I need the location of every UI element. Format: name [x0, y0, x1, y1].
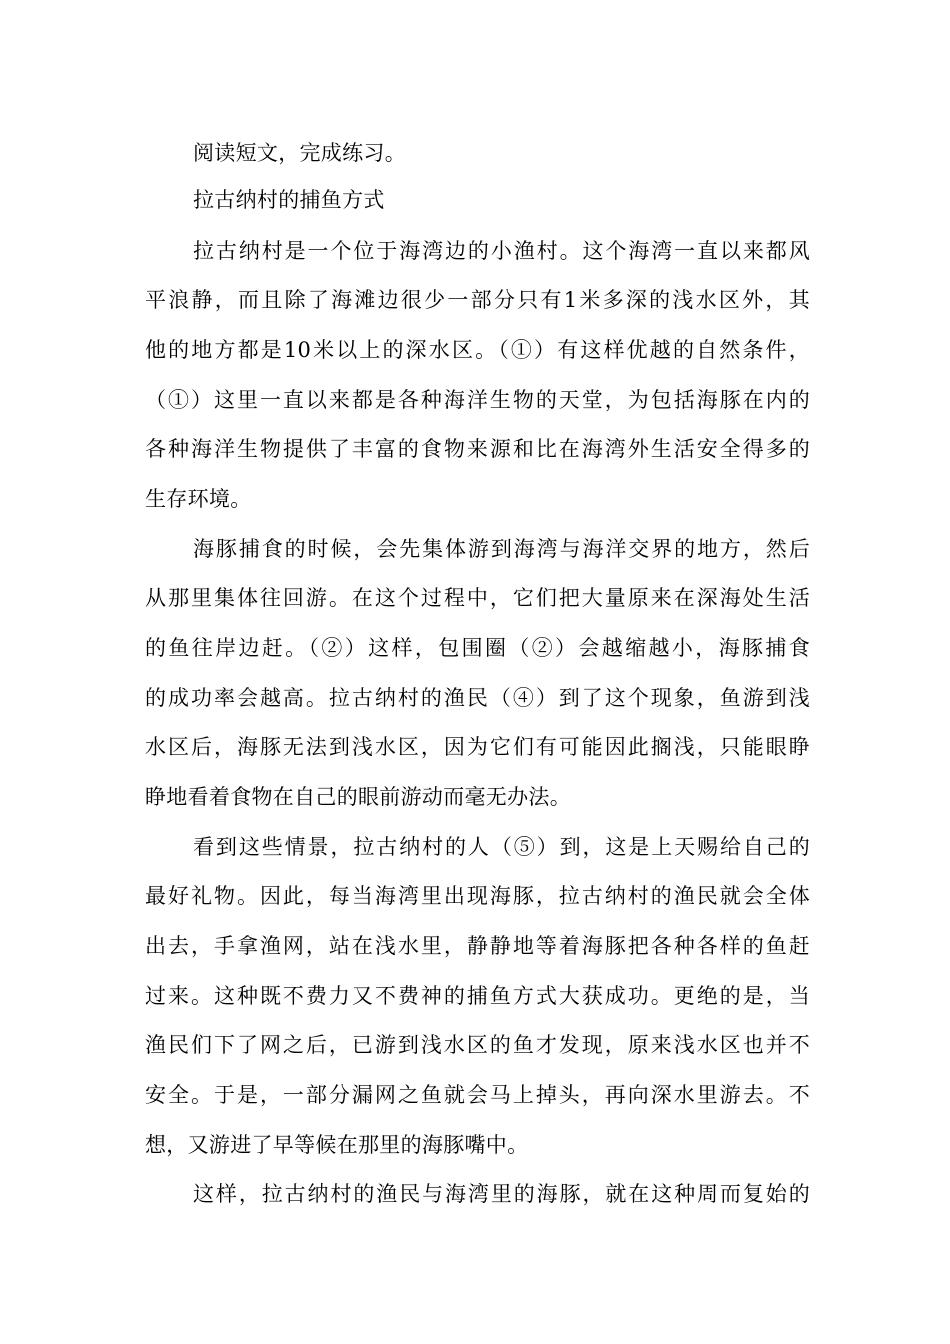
text-line: 他的地方都是10米以上的深水区。（①）有这样优越的自然条件， [145, 338, 810, 362]
text-line: 的成功率会越高。拉古纳村的渔民（④）到了这个现象，鱼游到浅 [145, 686, 810, 710]
text-line: 这样，拉古纳村的渔民与海湾里的海豚，就在这种周而复始的 [193, 1182, 810, 1206]
text-line: 拉古纳村是一个位于海湾边的小渔村。这个海湾一直以来都风 [193, 239, 810, 263]
text-line: 各种海洋生物提供了丰富的食物来源和比在海湾外生活安全得多的 [145, 437, 810, 461]
text-line: 水区后，海豚无法到浅水区，因为它们有可能因此搁浅，只能眼睁 [145, 735, 810, 759]
text-line: 从那里集体往回游。在这个过程中，它们把大量原来在深海处生活 [145, 586, 810, 610]
text-line: 睁地看着食物在自己的眼前游动而毫无办法。 [145, 785, 571, 809]
text-line: 渔民们下了网之后，已游到浅水区的鱼才发现，原来浅水区也并不 [145, 1033, 810, 1057]
text-line: 安全。于是，一部分漏网之鱼就会马上掉头，再向深水里游去。不 [145, 1083, 810, 1107]
text-line: 过来。这种既不费力又不费神的捕鱼方式大获成功。更绝的是，当 [145, 984, 810, 1008]
text-line: 出去，手拿渔网，站在浅水里，静静地等着海豚把各种各样的鱼赶 [145, 934, 810, 958]
text-line: 的鱼往岸边赶。（②）这样，包围圈（②）会越缩越小，海豚捕食 [145, 636, 810, 660]
text-line: （①）这里一直以来都是各种海洋生物的天堂，为包括海豚在内的 [145, 388, 810, 412]
text-line: 海豚捕食的时候，会先集体游到海湾与海洋交界的地方，然后 [193, 537, 810, 561]
text-line: 想，又游进了早等候在那里的海豚嘴中。 [145, 1133, 529, 1157]
text-line: 平浪静，而且除了海滩边很少一部分只有1米多深的浅水区外，其 [145, 288, 810, 312]
instruction-line: 阅读短文，完成练习。 [193, 141, 406, 165]
text-line: 最好礼物。因此，每当海湾里出现海豚，拉古纳村的渔民就会全体 [145, 884, 810, 908]
text-line: 生存环境。 [145, 487, 252, 511]
article-title: 拉古纳村的捕鱼方式 [193, 188, 385, 212]
text-line: 看到这些情景，拉古纳村的人（⑤）到，这是上天赐给自己的 [193, 835, 810, 859]
